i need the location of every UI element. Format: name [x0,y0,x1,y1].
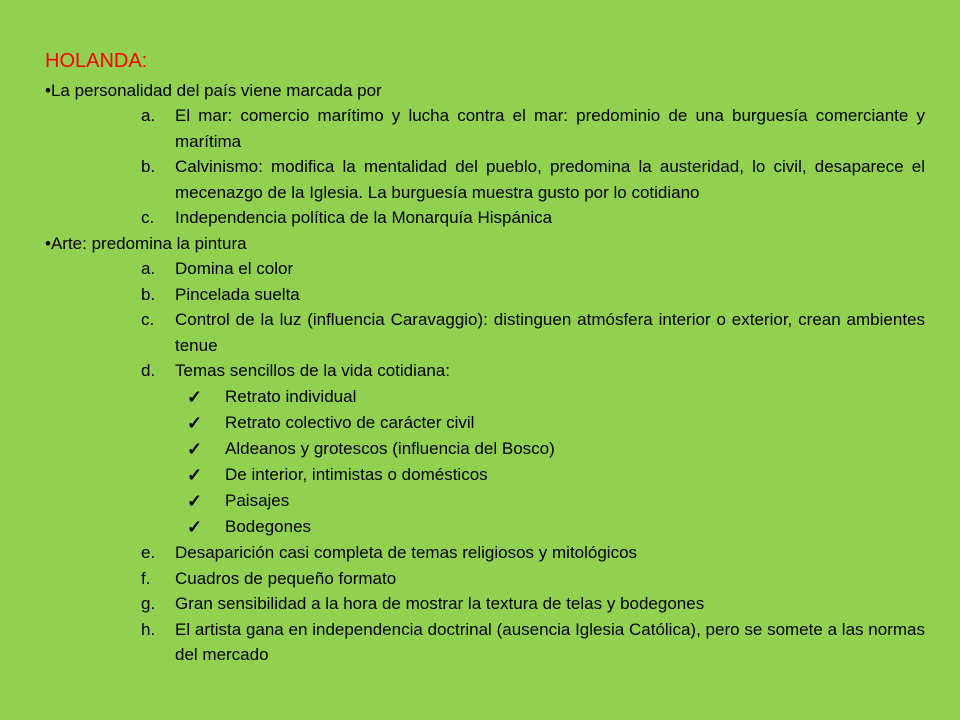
slide-content [45,48,925,668]
checkmark-icon: ✓ [187,438,203,459]
check-item-text: Paisajes [225,490,290,510]
list-item [45,358,925,384]
list-item-text: Pincelada suelta [175,284,300,304]
list-item-text: El mar: comercio marítimo y lucha contra el mar: predominio de una burguesía comerciante y marítima [175,106,925,151]
check-item-text: Retrato individual [225,386,357,406]
list-item [45,566,925,592]
list-item [45,307,925,358]
check-item [45,410,925,436]
list-item-text: Cuadros de pequeño formato [175,568,397,588]
check-item-text: De interior, intimistas o domésticos [225,464,488,484]
checkmark-icon: ✓ [187,516,203,537]
list-item-text: Domina el color [175,258,294,278]
list-item-text: Desaparición casi completa de temas religiosos y mitológicos [175,542,638,562]
list-arte [45,256,925,384]
check-item-text: Aldeanos y grotescos (influencia del Bosco) [225,438,555,458]
checkmark-icon: ✓ [187,386,203,407]
check-item [45,488,925,514]
list-marker: b. [141,284,156,304]
list-item-text: Calvinismo: modifica la mentalidad del pueblo, predomina la austeridad, lo civil, desaparece el mecenazgo de la Iglesia. La burguesía muestra gusto por lo cotidiano [175,157,925,202]
bullet-personalidad: •La personalidad del país viene marcada por [45,81,382,100]
list-marker: h. [141,619,156,639]
slide-title: HOLANDA: [45,50,148,72]
list-item [45,205,925,231]
list-item-text: Independencia política de la Monarquía Hispánica [175,208,553,228]
list-item [45,617,925,668]
list-item [45,540,925,566]
list-marker: a. [141,106,156,125]
list-marker: b. [141,157,156,177]
list-marker: g. [141,594,156,614]
checkmark-icon: ✓ [187,464,203,485]
list-temas [45,384,925,540]
check-item [45,384,925,410]
list-item [45,282,925,308]
list-item-text: Gran sensibilidad a la hora de mostrar la textura de telas y bodegones [175,594,705,614]
list-item [45,591,925,617]
list-item [45,256,925,282]
list-item-text: Temas sencillos de la vida cotidiana: [175,361,450,381]
check-item [45,436,925,462]
list-marker: c. [141,310,155,330]
check-item-text: Retrato colectivo de carácter civil [225,412,475,432]
list-marker: f. [141,568,151,588]
list-marker: d. [141,361,156,381]
list-item-text: El artista gana en independencia doctrinal (ausencia Iglesia Católica), pero se somete a las normas del mercado [175,619,925,665]
list-item [45,154,925,205]
list-marker: e. [141,542,156,562]
list-arte-continued [45,540,925,668]
list-marker: a. [141,258,156,278]
checkmark-icon: ✓ [187,490,203,511]
checkmark-icon: ✓ [187,412,203,433]
list-personalidad [45,103,925,231]
bullet-arte: •Arte: predomina la pintura [45,233,247,253]
check-item [45,462,925,488]
check-item [45,514,925,540]
list-item-text: Control de la luz (influencia Caravaggio): distinguen atmósfera interior o exterior, crean ambientes tenue [175,310,925,355]
list-item [45,103,925,154]
check-item-text: Bodegones [225,516,312,536]
list-marker: c. [141,208,155,228]
